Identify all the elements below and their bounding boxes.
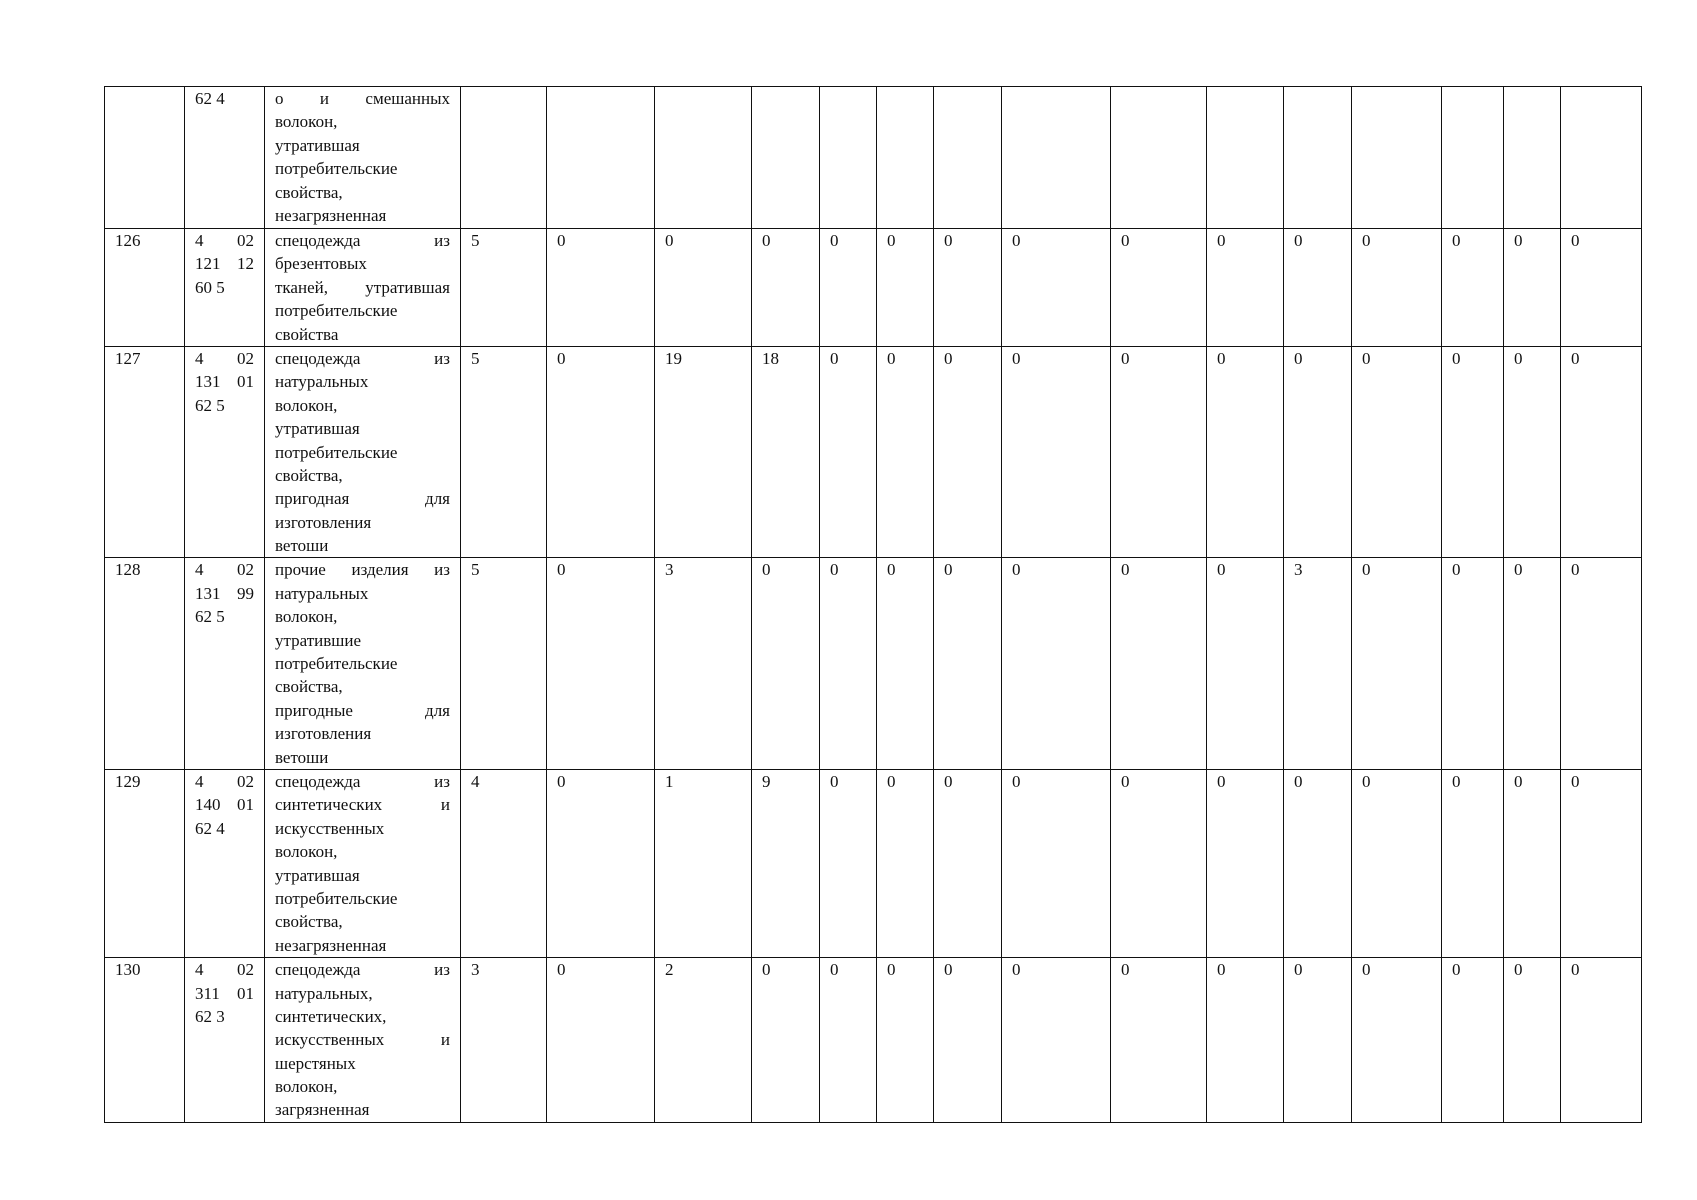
waste-name-line: потребительские: [275, 888, 398, 908]
waste-name-line: о и смешанных: [275, 89, 450, 108]
waste-code: [185, 769, 265, 957]
value-cell: 0: [1284, 346, 1352, 558]
value-cell: 0: [877, 558, 934, 770]
value-cell: 0: [1352, 958, 1442, 1123]
row-number: 129: [105, 769, 185, 957]
waste-code-line: 62 5: [195, 607, 225, 627]
value-cell: [1504, 87, 1561, 229]
value-cell: 4: [461, 769, 547, 957]
row-number: [105, 87, 185, 229]
value-cell: [1352, 87, 1442, 229]
table-row: [105, 769, 1642, 957]
waste-name-line: незагрязненная: [275, 935, 387, 955]
value-cell: 0: [655, 229, 752, 347]
waste-name-line: загрязненная: [275, 1100, 370, 1120]
waste-name-line: спецодежда из: [275, 231, 450, 250]
waste-code-line: 62 4: [195, 89, 225, 108]
value-cell: 0: [1111, 769, 1207, 957]
value-cell: 0: [1002, 229, 1111, 347]
value-cell: 0: [820, 229, 877, 347]
value-cell: 0: [877, 346, 934, 558]
value-cell: [547, 87, 655, 229]
waste-name-line: потребительские: [275, 159, 398, 179]
waste-name-line: утратившая: [275, 865, 360, 885]
waste-name-line: брезентовых: [275, 254, 367, 274]
value-cell: 0: [752, 958, 820, 1123]
waste-name-line: утратившие: [275, 630, 362, 650]
waste-name-line: шерстяных: [275, 1053, 356, 1073]
waste-name: [265, 958, 461, 1123]
value-cell: 0: [1504, 346, 1561, 558]
waste-name-line: синтетических и: [275, 795, 450, 815]
waste-name-line: пригодная для: [275, 489, 450, 509]
waste-name-line: незагрязненная: [275, 205, 387, 225]
table-row: [105, 346, 1642, 558]
waste-code: [185, 958, 265, 1123]
waste-name-line: волокон,: [275, 1077, 338, 1097]
value-cell: 0: [820, 958, 877, 1123]
value-cell: [1207, 87, 1284, 229]
waste-code-line: 62 4: [195, 818, 225, 838]
waste-code-line: 4 02: [195, 560, 254, 580]
value-cell: 0: [1111, 558, 1207, 770]
waste-code-line: 62 3: [195, 1006, 225, 1026]
waste-code-line: 60 5: [195, 277, 225, 297]
value-cell: 0: [934, 769, 1002, 957]
waste-name-line: натуральных: [275, 583, 369, 603]
waste-code: [185, 346, 265, 558]
value-cell: [1002, 87, 1111, 229]
value-cell: 0: [1002, 346, 1111, 558]
value-cell: 0: [1002, 769, 1111, 957]
value-cell: 0: [1504, 769, 1561, 957]
value-cell: 0: [1352, 229, 1442, 347]
value-cell: [461, 87, 547, 229]
waste-name: [265, 346, 461, 558]
waste-name: [265, 87, 461, 229]
value-cell: 0: [1111, 346, 1207, 558]
waste-name-line: свойства,: [275, 912, 343, 932]
value-cell: 0: [820, 346, 877, 558]
value-cell: [934, 87, 1002, 229]
value-cell: 0: [1442, 229, 1504, 347]
value-cell: [655, 87, 752, 229]
value-cell: 0: [1352, 346, 1442, 558]
value-cell: 0: [934, 558, 1002, 770]
value-cell: 0: [1207, 958, 1284, 1123]
value-cell: 0: [1561, 958, 1642, 1123]
waste-code: [185, 229, 265, 347]
table-row: [105, 558, 1642, 770]
value-cell: 1: [655, 769, 752, 957]
waste-name-line: спецодежда из: [275, 771, 450, 791]
waste-name-line: искусственных: [275, 818, 385, 838]
waste-name-line: изготовления: [275, 512, 372, 532]
value-cell: 0: [1504, 558, 1561, 770]
waste-code-line: 4 02: [195, 960, 254, 980]
value-cell: 9: [752, 769, 820, 957]
waste-code-line: 4 02: [195, 348, 254, 368]
waste-name-line: потребительские: [275, 442, 398, 462]
row-number: 130: [105, 958, 185, 1123]
value-cell: 0: [1207, 558, 1284, 770]
waste-name-line: волокон,: [275, 607, 338, 627]
value-cell: 0: [547, 346, 655, 558]
waste-code-line: 62 5: [195, 395, 225, 415]
value-cell: 0: [752, 229, 820, 347]
waste-code-line: 4 02: [195, 771, 254, 791]
value-cell: 0: [1111, 958, 1207, 1123]
value-cell: 0: [547, 229, 655, 347]
waste-code-line: 121 12: [195, 254, 254, 274]
waste-name: [265, 769, 461, 957]
value-cell: 3: [655, 558, 752, 770]
value-cell: 0: [1284, 769, 1352, 957]
value-cell: 0: [1284, 958, 1352, 1123]
waste-name: [265, 229, 461, 347]
value-cell: 0: [1442, 558, 1504, 770]
value-cell: 0: [1442, 958, 1504, 1123]
value-cell: 0: [877, 769, 934, 957]
value-cell: 0: [820, 558, 877, 770]
value-cell: 5: [461, 229, 547, 347]
value-cell: 0: [820, 769, 877, 957]
row-number: 127: [105, 346, 185, 558]
value-cell: 0: [1561, 769, 1642, 957]
waste-name-line: ветоши: [275, 747, 329, 767]
value-cell: 0: [1002, 958, 1111, 1123]
value-cell: [1561, 87, 1642, 229]
value-cell: 0: [547, 958, 655, 1123]
value-cell: 0: [1352, 769, 1442, 957]
waste-name-line: свойства,: [275, 677, 343, 697]
waste-name-line: ветоши: [275, 536, 329, 556]
waste-name-line: спецодежда из: [275, 348, 450, 368]
waste-code-line: 131 01: [195, 372, 254, 392]
value-cell: 0: [1207, 346, 1284, 558]
table-row: [105, 958, 1642, 1123]
waste-table: [104, 86, 1642, 1123]
value-cell: 0: [1002, 558, 1111, 770]
waste-name-line: волокон,: [275, 842, 338, 862]
value-cell: 0: [934, 346, 1002, 558]
value-cell: [1442, 87, 1504, 229]
waste-name-line: натуральных,: [275, 983, 373, 1003]
table-row: [105, 229, 1642, 347]
waste-name-line: потребительские: [275, 301, 398, 321]
value-cell: [877, 87, 934, 229]
value-cell: 0: [1284, 229, 1352, 347]
waste-name-line: волокон,: [275, 395, 338, 415]
value-cell: 0: [752, 558, 820, 770]
value-cell: 0: [1207, 229, 1284, 347]
table-body: [105, 87, 1642, 1123]
value-cell: 0: [1442, 769, 1504, 957]
waste-code-line: 140 01: [195, 795, 254, 815]
waste-code: [185, 87, 265, 229]
value-cell: 0: [1561, 346, 1642, 558]
waste-name-line: прочие изделия из: [275, 560, 450, 580]
waste-name-line: спецодежда из: [275, 960, 450, 980]
value-cell: 0: [1442, 346, 1504, 558]
waste-name-line: искусственных и: [275, 1030, 450, 1050]
waste-name-line: потребительские: [275, 654, 398, 674]
waste-name-line: изготовления: [275, 724, 372, 744]
value-cell: [820, 87, 877, 229]
value-cell: 5: [461, 346, 547, 558]
value-cell: 3: [1284, 558, 1352, 770]
waste-code-line: 311 01: [195, 983, 254, 1003]
value-cell: 2: [655, 958, 752, 1123]
waste-name-line: тканей, утратившая: [275, 277, 450, 297]
value-cell: 0: [877, 958, 934, 1123]
value-cell: [1111, 87, 1207, 229]
waste-name-line: утратившая: [275, 419, 360, 439]
waste-code-line: 4 02: [195, 231, 254, 250]
waste-name-line: утратившая: [275, 135, 360, 155]
table-row: [105, 87, 1642, 229]
value-cell: 0: [1207, 769, 1284, 957]
value-cell: 0: [1561, 558, 1642, 770]
waste-name: [265, 558, 461, 770]
value-cell: 0: [1504, 958, 1561, 1123]
value-cell: 18: [752, 346, 820, 558]
waste-name-line: синтетических,: [275, 1006, 387, 1026]
value-cell: 0: [934, 229, 1002, 347]
value-cell: 0: [547, 558, 655, 770]
value-cell: 0: [1561, 229, 1642, 347]
waste-name-line: свойства,: [275, 182, 343, 202]
row-number: 126: [105, 229, 185, 347]
value-cell: 0: [1111, 229, 1207, 347]
value-cell: [752, 87, 820, 229]
value-cell: 0: [1504, 229, 1561, 347]
waste-name-line: свойства: [275, 324, 339, 344]
value-cell: [1284, 87, 1352, 229]
value-cell: 0: [934, 958, 1002, 1123]
waste-name-line: свойства,: [275, 465, 343, 485]
value-cell: 0: [877, 229, 934, 347]
waste-name-line: волокон,: [275, 112, 338, 132]
value-cell: 0: [547, 769, 655, 957]
value-cell: 19: [655, 346, 752, 558]
waste-name-line: пригодные для: [275, 700, 450, 720]
row-number: 128: [105, 558, 185, 770]
value-cell: 0: [1352, 558, 1442, 770]
waste-name-line: натуральных: [275, 372, 369, 392]
waste-code-line: 131 99: [195, 583, 254, 603]
waste-code: [185, 558, 265, 770]
value-cell: 3: [461, 958, 547, 1123]
value-cell: 5: [461, 558, 547, 770]
